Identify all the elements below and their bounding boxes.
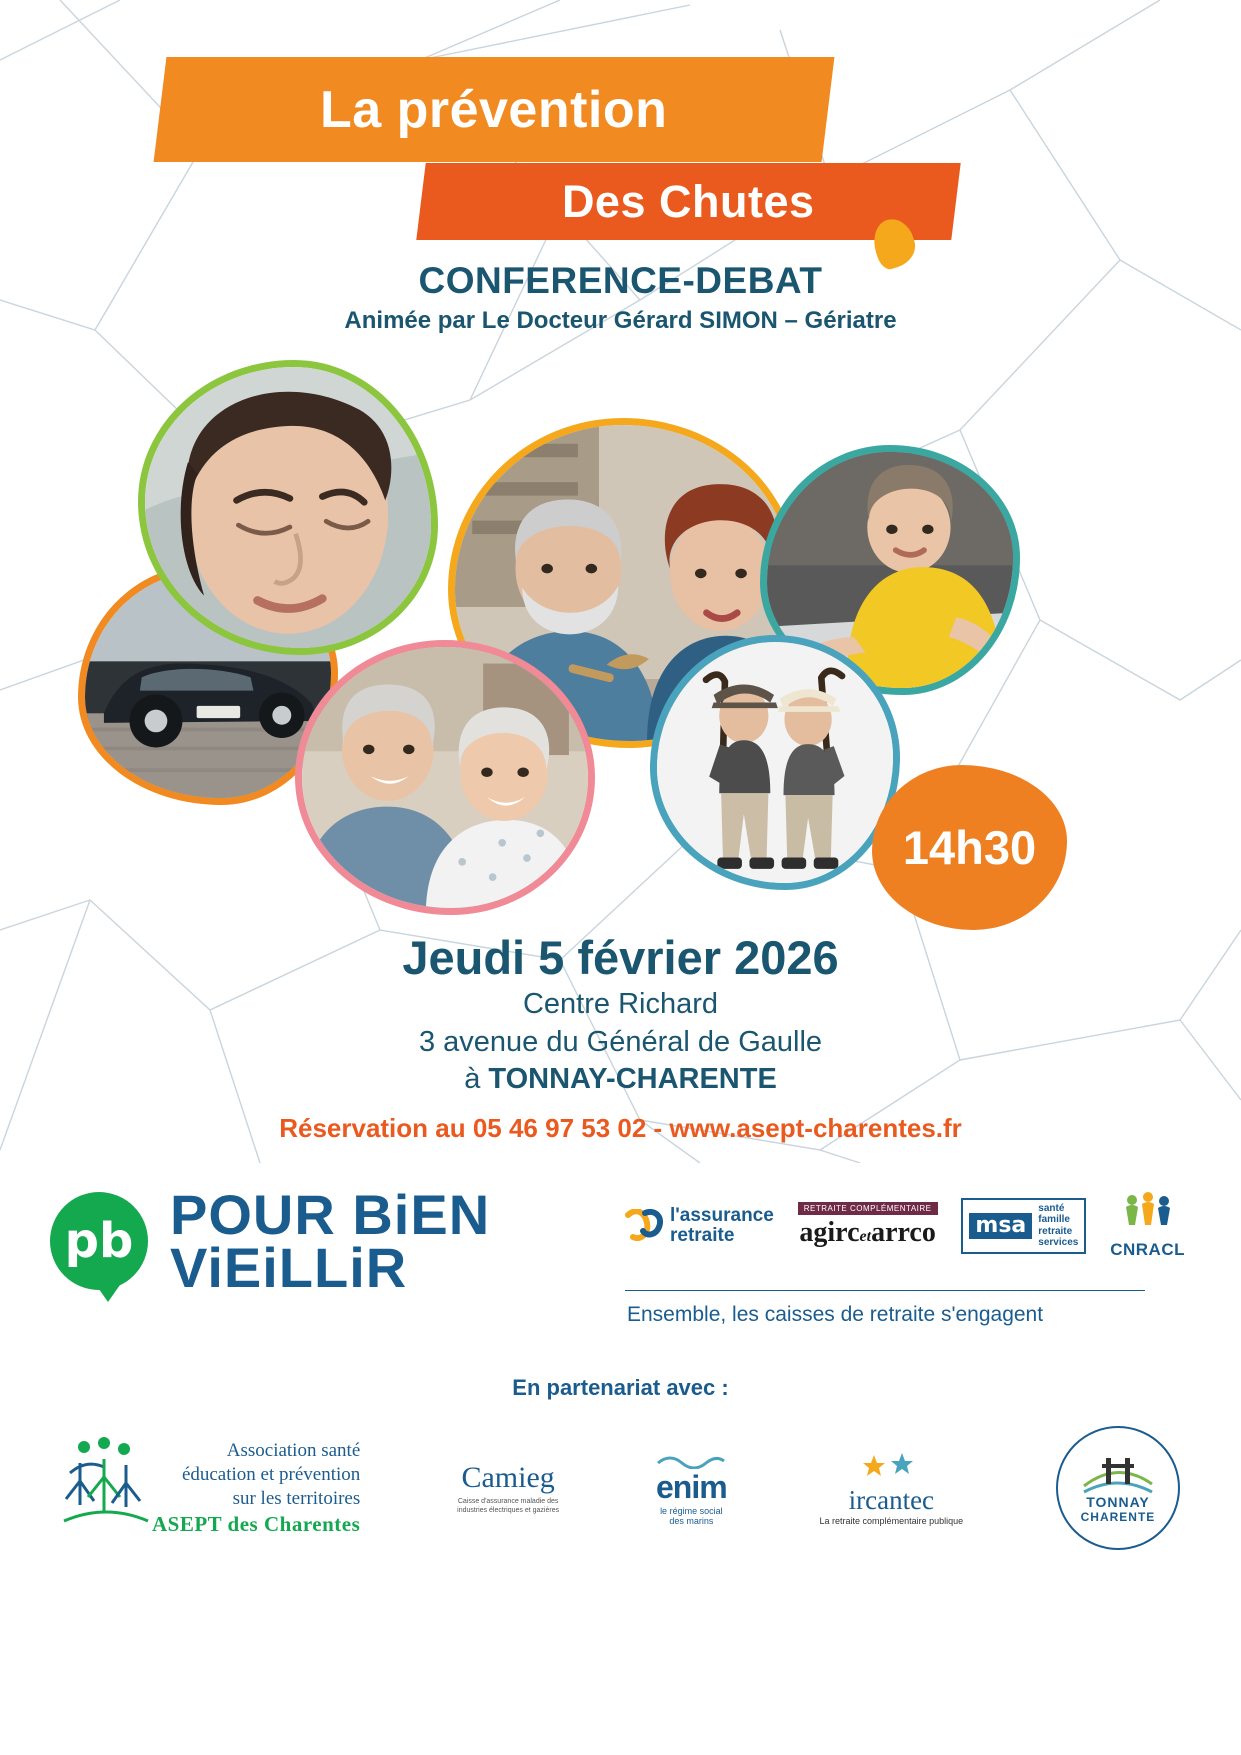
tonnay-line1: TONNAY: [1086, 1494, 1150, 1510]
banner-title-line1-text: La prévention: [320, 80, 668, 139]
ircantec-wordmark: ircantec: [848, 1484, 935, 1515]
footer-logos-section: [0, 1163, 1241, 1755]
camieg-logo: [453, 1461, 563, 1515]
pbv-bubble-text: pb: [64, 1213, 134, 1270]
conference-title: CONFERENCE-DEBAT: [418, 260, 823, 301]
footer-divider: [625, 1290, 1145, 1291]
agirc-et-text: et: [859, 1228, 872, 1245]
event-city-name: TONNAY-CHARENTE: [488, 1063, 777, 1095]
msa-line-2: retraite: [1038, 1225, 1073, 1237]
reservation-info[interactable]: Réservation au 05 46 97 53 02 - www.asept-charentes.fr: [279, 1113, 962, 1143]
photo-deux-hommes-cannes: [650, 635, 900, 890]
banner-title-line2-text: Des Chutes: [562, 175, 815, 227]
pbv-line2: ViEiLLiR: [170, 1236, 408, 1300]
tonnay-bridge-icon: [1080, 1452, 1156, 1494]
agirc-arrco-logo: [798, 1202, 938, 1249]
asept-line3: sur les territoires: [232, 1487, 361, 1509]
ircantec-stars-icon: [856, 1451, 926, 1485]
cnracl-people-icon: [1118, 1191, 1178, 1235]
assurance-retraite-line1: l'assurance: [670, 1204, 774, 1226]
assurance-retraite-icon: [625, 1209, 663, 1243]
camieg-wordmark: [461, 1461, 554, 1495]
conference-subtitle: Animée par Le Docteur Gérard SIMON – Gériatre: [344, 307, 897, 334]
cnracl-logo: [1110, 1191, 1185, 1260]
asept-line4: ASEPT des Charentes: [152, 1511, 361, 1536]
msa-services-list: [1038, 1203, 1078, 1249]
assurance-retraite-line2: retraite: [670, 1224, 735, 1246]
event-date: Jeudi 5 février 2026: [402, 931, 839, 984]
msa-line-0: santé: [1038, 1202, 1065, 1214]
enim-subtitle-line2: des marins: [669, 1515, 714, 1526]
enim-logo: [656, 1451, 727, 1526]
asept-wordmark: [152, 1439, 360, 1537]
enim-wave-icon: [656, 1451, 726, 1469]
event-city-prefix: à: [464, 1063, 489, 1095]
asept-people-icon: [60, 1433, 152, 1543]
asept-line2: éducation et prévention: [181, 1464, 361, 1485]
camieg-name-text: Camieg: [461, 1460, 555, 1494]
photo-femme-yeux-fermes: [138, 360, 438, 655]
msa-line-1: famille: [1038, 1214, 1070, 1225]
enim-wordmark: enim: [655, 1468, 727, 1505]
camieg-subtitle: Caisse d'assurance maladie des industries électriques et gazières: [457, 1497, 560, 1514]
enim-subtitle-line1: le régime social: [660, 1505, 723, 1516]
caisses-retraite-logos: [625, 1191, 1185, 1260]
ircantec-logo: [820, 1451, 964, 1526]
assurance-retraite-logo: [625, 1206, 774, 1246]
pbv-line1: POUR BiEN: [170, 1183, 491, 1246]
time-badge: 14h30: [872, 765, 1067, 930]
partners-title: En partenariat avec :: [512, 1375, 729, 1400]
pbv-wordmark: [170, 1183, 491, 1300]
pbv-bubble-icon: [50, 1192, 148, 1290]
msa-line-3: services: [1038, 1237, 1079, 1248]
tonnay-line2: CHARENTE: [1080, 1510, 1156, 1524]
partners-logo-row: [60, 1413, 1180, 1563]
caisses-retraite-tagline: Ensemble, les caisses de retraite s'engagent: [627, 1303, 1044, 1326]
msa-logo: [961, 1198, 1086, 1254]
tonnay-charente-logo: [1056, 1426, 1180, 1550]
event-address: 3 avenue du Général de Gaulle: [418, 1026, 823, 1058]
cnracl-wordmark: CNRACL: [1110, 1240, 1185, 1259]
agirc-text: agirc: [799, 1217, 860, 1248]
arrco-text: arrco: [871, 1217, 936, 1248]
banner-title-line1: [154, 57, 835, 162]
msa-mark-text: msa: [969, 1213, 1032, 1239]
photo-couple-seniors-enlaces: [295, 640, 595, 915]
pour-bien-vieillir-logo: [50, 1183, 491, 1300]
event-city-line: [0, 1063, 1241, 1096]
agirc-arrco-wordmark: [798, 1217, 938, 1249]
asept-logo: [60, 1433, 360, 1543]
event-venue: Centre Richard: [522, 988, 719, 1020]
ircantec-subtitle: La retraite complémentaire publique: [819, 1515, 964, 1526]
agirc-arrco-tagline: RETRAITE COMPLÉMENTAIRE: [798, 1202, 938, 1215]
asept-line1: Association santé: [226, 1440, 361, 1462]
